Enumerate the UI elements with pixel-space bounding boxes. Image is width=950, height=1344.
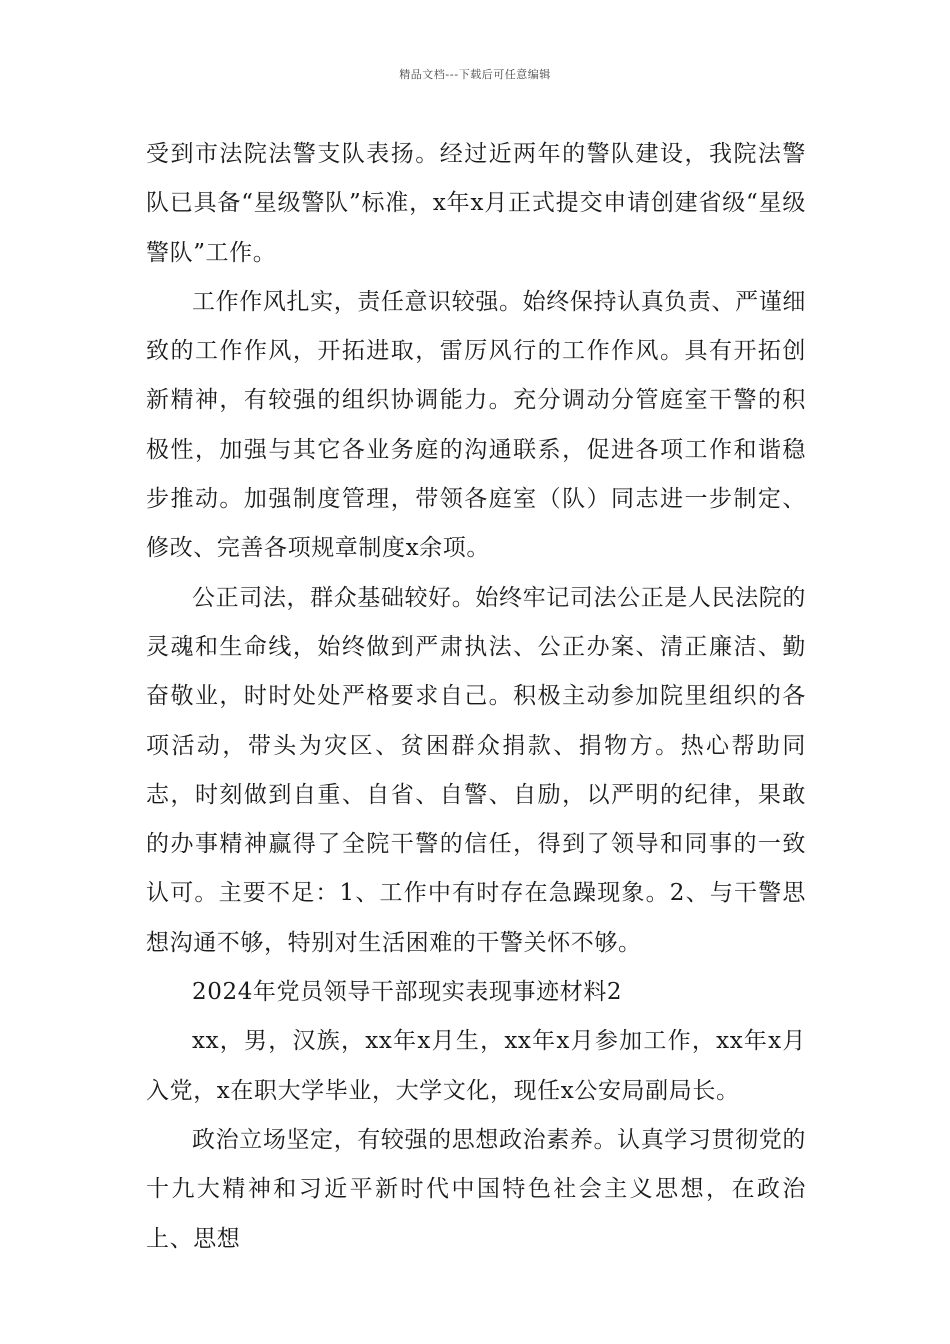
paragraph-fair-justice: 公正司法，群众基础较好。始终牢记司法公正是人民法院的灵魂和生命线，始终做到严肃执法、公正办案、清正廉洁、勤奋敬业，时时处处严格要求自己。积极主动参加院里组织的各项活动，带头为灾区、贫困群众捐款、捐物方。热心帮助同志，时刻做到自重、自省、自警、自励，以严明的纪律，果敢的办事精神赢得了全院干警的信任，得到了领导和同事的一致认可。主要不足：1、工作中有时存在急躁现象。2、与干警思想沟通不够，特别对生活困难的干警关怀不够。 <box>146 584 806 956</box>
paragraph-profile: xx，男，汉族，xx年x月生，xx年x月参加工作，xx年x月入党，x在职大学毕业，大学文化，现任x公安局副局长。 <box>146 1028 806 1104</box>
page-header-watermark: 精品文档---下载后可任意编辑 <box>399 68 551 81</box>
document-body <box>146 130 806 1264</box>
section-heading: 2024年党员领导干部现实表现事迹材料2 <box>192 979 623 1006</box>
paragraph-political-stance: 政治立场坚定，有较强的思想政治素养。认真学习贯彻党的十九大精神和习近平新时代中国特色社会主义思想，在政治上、思想 <box>146 1126 806 1252</box>
paragraph-work-style: 工作作风扎实，责任意识较强。始终保持认真负责、严谨细致的工作作风，开拓进取，雷厉风行的工作作风。具有开拓创新精神，有较强的组织协调能力。充分调动分管庭室干警的积极性，加强与其它各业务庭的沟通联系，促进各项工作和谐稳步推动。加强制度管理，带领各庭室（队）同志进一步制定、修改、完善各项规章制度x余项。 <box>146 288 806 562</box>
paragraph-commendation: 受到市法院法警支队表扬。经过近两年的警队建设，我院法警队已具备“星级警队”标准，x年x月正式提交申请创建省级“星级警队”工作。 <box>146 141 806 266</box>
